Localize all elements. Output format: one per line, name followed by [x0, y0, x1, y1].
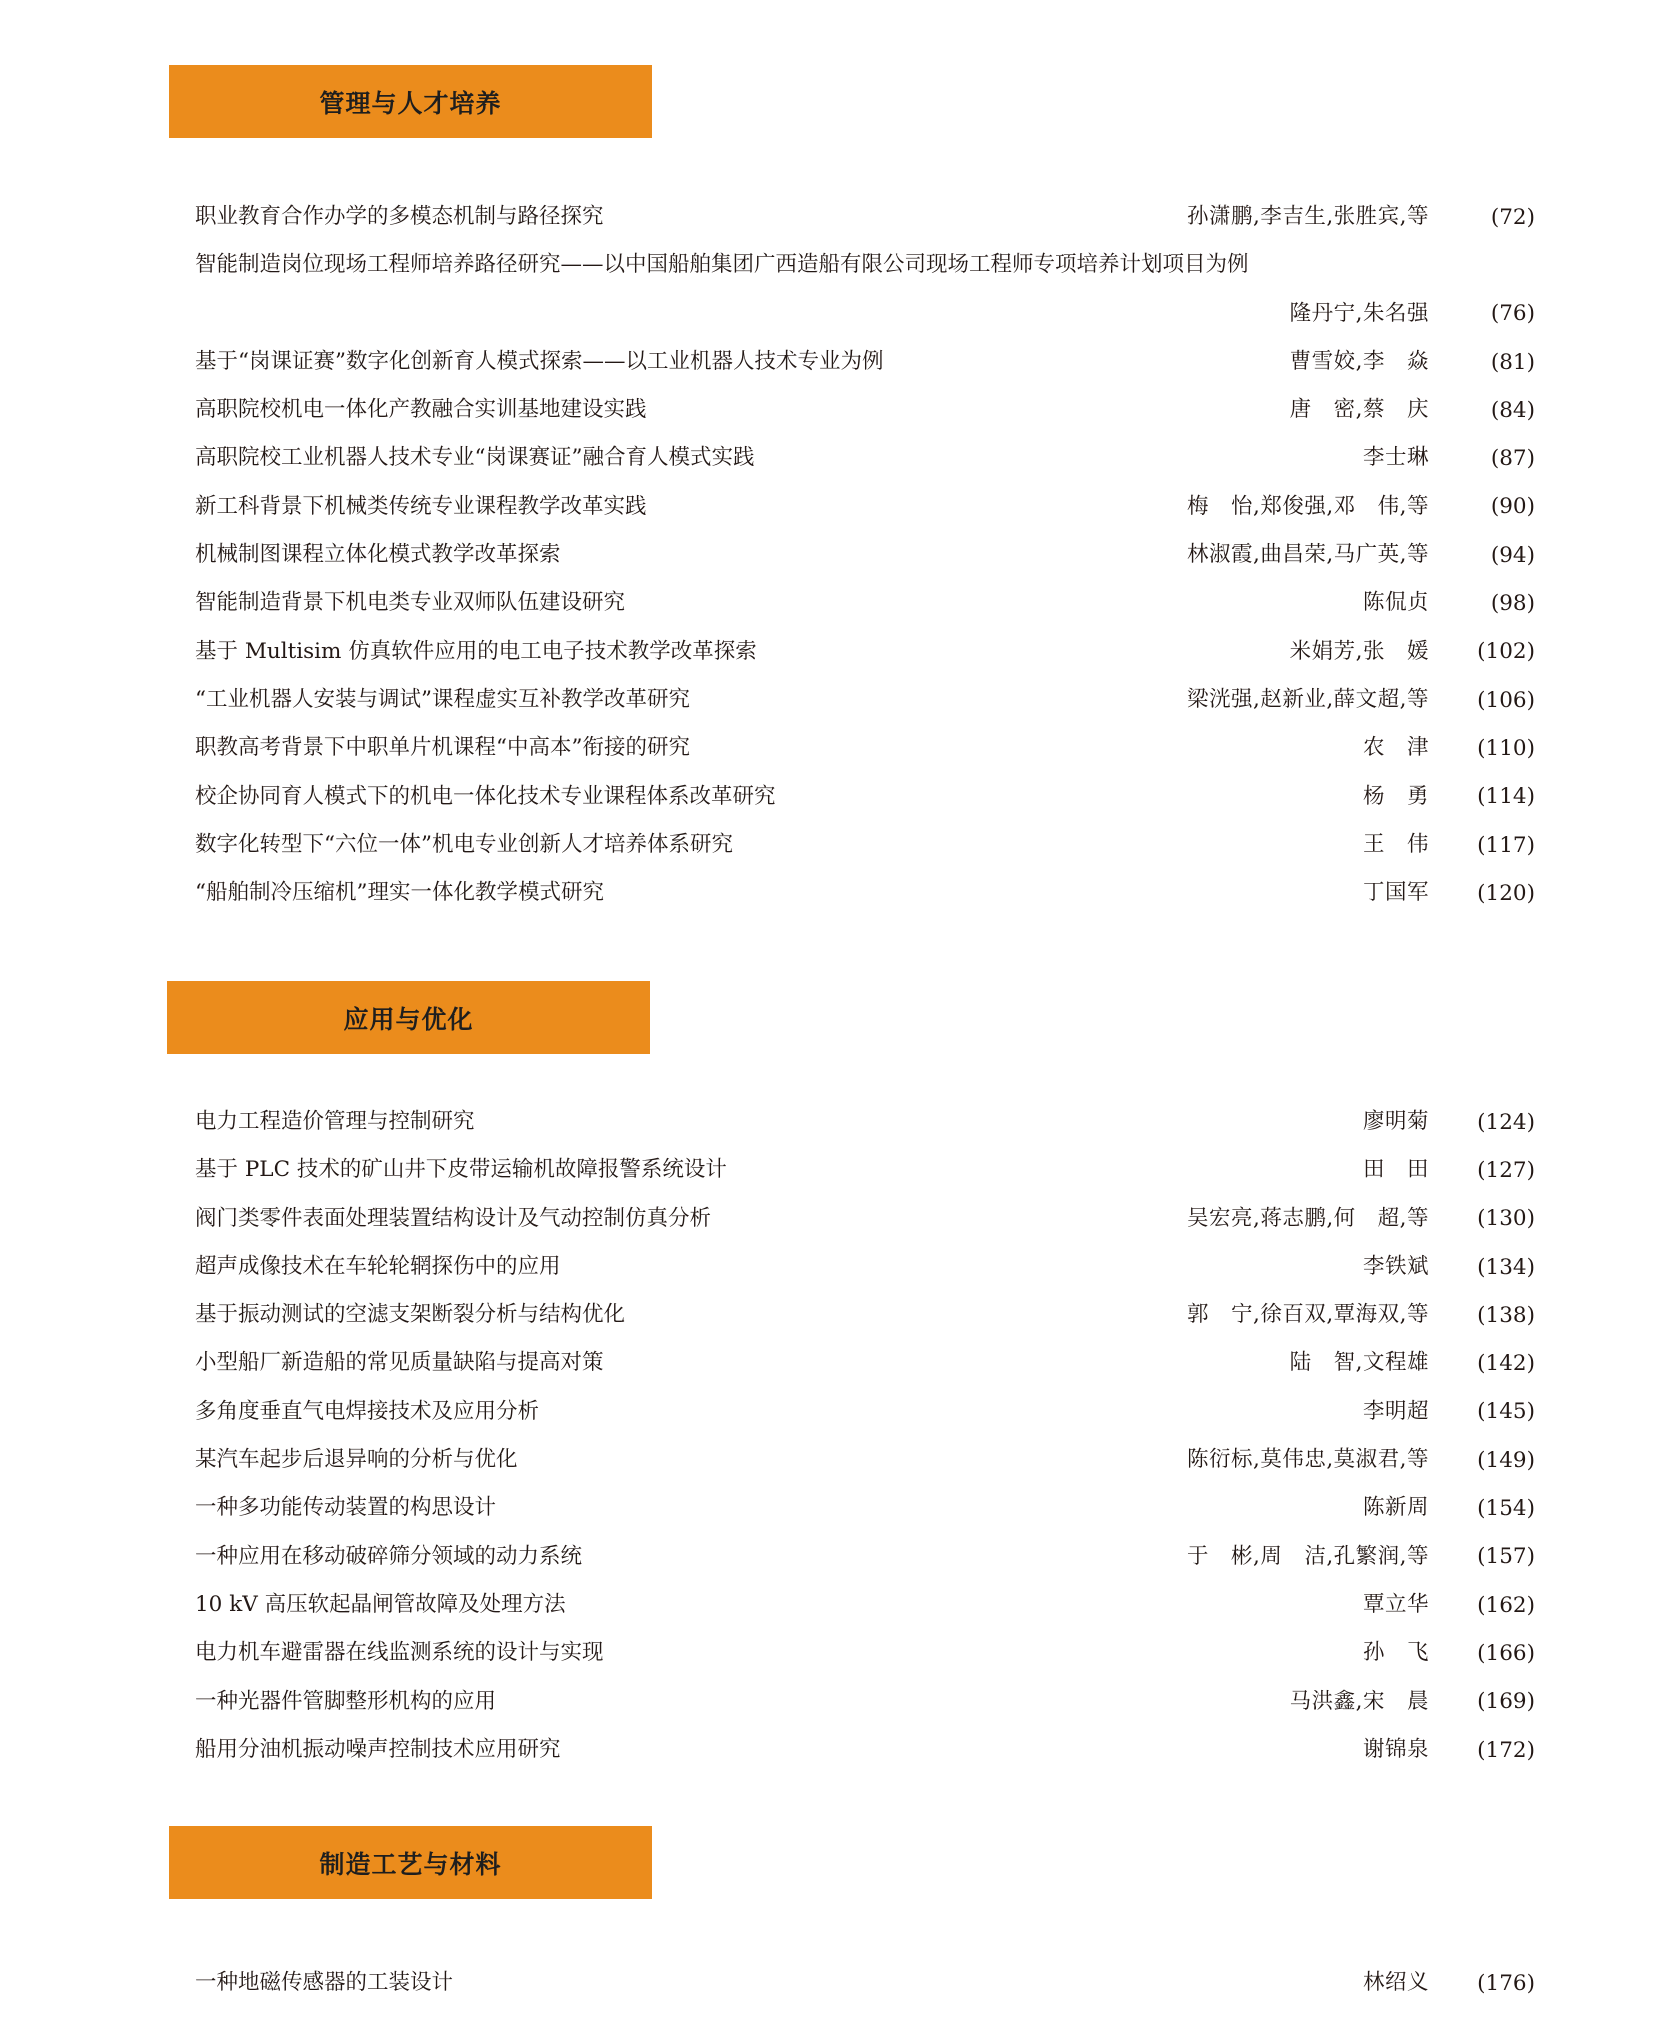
entry-author: 梅 怡,郑俊强,邓 伟,等: [1186, 493, 1429, 519]
entry-page: (166): [1477, 1640, 1535, 1666]
leader-dots: [479, 1115, 1359, 1129]
entry-page: (149): [1477, 1447, 1535, 1473]
toc-entry[interactable]: [195, 1726, 1535, 1774]
toc-entry[interactable]: [195, 821, 1535, 869]
entry-author: 李明超: [1362, 1398, 1429, 1424]
toc-entry[interactable]: [195, 1533, 1535, 1581]
entry-title: “船舶制冷压缩机”理实一体化教学模式研究: [195, 880, 604, 906]
entry-title: 一种应用在移动破碎筛分领域的动力系统: [195, 1543, 583, 1569]
toc-entry[interactable]: [195, 1388, 1535, 1436]
entry-title: 新工科背景下机械类传统专业课程教学改革实践: [195, 493, 647, 519]
section-title: 管理与人才培养: [319, 88, 502, 118]
entry-title: 某汽车起步后退异响的分析与优化: [195, 1447, 518, 1473]
entry-title: 职教高考背景下中职单片机课程“中高本”衔接的研究: [195, 735, 690, 761]
leader-dots: [694, 741, 1359, 755]
toc-entry[interactable]: [195, 773, 1535, 821]
entry-author: 丁国军: [1362, 880, 1429, 906]
toc-entry[interactable]: [195, 579, 1535, 627]
leader-dots: [608, 886, 1359, 900]
entry-title: 高职院校机电一体化产教融合实训基地建设实践: [195, 397, 647, 423]
leader-dots: [565, 1743, 1359, 1757]
leader-dots: [565, 548, 1183, 562]
toc-entry[interactable]: [195, 1243, 1535, 1291]
leader-dots: [694, 693, 1183, 707]
entry-author: 田 田: [1362, 1157, 1429, 1183]
entry-page: (102): [1477, 639, 1535, 665]
leader-dots: [570, 1598, 1359, 1612]
toc-entry[interactable]: [195, 1098, 1535, 1146]
entry-page: (162): [1477, 1592, 1535, 1618]
toc-entry[interactable]: [195, 1581, 1535, 1629]
entry-author: 陈新周: [1362, 1495, 1429, 1521]
toc-entry[interactable]: [195, 1195, 1535, 1243]
entry-title: “工业机器人安装与调试”课程虚实互补教学改革研究: [195, 686, 690, 712]
toc-entry[interactable]: [195, 483, 1535, 531]
section-header-management: [169, 65, 652, 138]
entry-title: 一种地磁传感器的工装设计: [195, 1970, 454, 1995]
toc-entry[interactable]: [195, 1959, 1535, 2007]
entry-author: 杨 勇: [1362, 783, 1429, 809]
entry-page: (172): [1477, 1737, 1535, 1763]
entry-page: (106): [1477, 687, 1535, 713]
leader-dots: [586, 1550, 1183, 1564]
entry-page: (142): [1477, 1351, 1535, 1377]
entry-author: 陈衍标,莫伟忠,莫淑君,等: [1186, 1447, 1429, 1473]
entry-page: (127): [1477, 1157, 1535, 1183]
entry-title: 智能制造岗位现场工程师培养路径研究——以中国船舶集团广西造船有限公司现场工程师专项培养计划项目为例: [195, 252, 1249, 278]
entry-author: 隆丹宁,朱名强: [1289, 300, 1429, 326]
toc-entry[interactable]: [195, 676, 1535, 724]
toc-entry[interactable]: [195, 1629, 1535, 1677]
entry-page: (117): [1477, 832, 1535, 858]
entry-title: 小型船厂新造船的常见质量缺陷与提高对策: [195, 1350, 604, 1376]
toc-entry[interactable]: [195, 386, 1535, 434]
toc-entry[interactable]: [195, 869, 1535, 917]
entry-author: 林淑霞,曲昌荣,马广英,等: [1186, 542, 1429, 568]
toc-entry[interactable]: [195, 1484, 1535, 1532]
entry-page: (134): [1477, 1254, 1535, 1280]
leader-dots: [737, 838, 1359, 852]
entry-page: (169): [1477, 1689, 1535, 1715]
entry-page: (90): [1490, 494, 1535, 520]
entry-page: (110): [1477, 735, 1535, 761]
entry-title: 多角度垂直气电焊接技术及应用分析: [195, 1398, 540, 1424]
leader-dots: [608, 1646, 1359, 1660]
entry-title: 10 kV 高压软起晶闸管故障及处理方法: [195, 1591, 566, 1617]
entry-page: (154): [1477, 1496, 1535, 1522]
entry-page: (72): [1490, 204, 1535, 230]
toc-entry[interactable]: [195, 1291, 1535, 1339]
toc-list-application: [195, 1098, 1535, 1774]
entry-author: 李铁斌: [1362, 1253, 1429, 1279]
section-title: 应用与优化: [343, 1004, 474, 1034]
entry-page: (120): [1477, 880, 1535, 906]
entry-author: 覃立华: [1362, 1591, 1429, 1617]
toc-list-manufacturing: [195, 1959, 1535, 2007]
entry-page: (76): [1490, 300, 1535, 326]
entry-title: 职业教育合作办学的多模态机制与路径探究: [195, 204, 604, 229]
entry-author: 谢锦泉: [1362, 1736, 1429, 1762]
section-title: 制造工艺与材料: [319, 1849, 502, 1879]
leader-dots: [715, 1212, 1183, 1226]
entry-page: (114): [1477, 784, 1535, 810]
leader-dots: [500, 1695, 1286, 1709]
entry-author: 唐 密,蔡 庆: [1289, 397, 1429, 423]
leader-dots: [651, 403, 1286, 417]
entry-title: 基于“岗课证赛”数字化创新育人模式探索——以工业机器人技术专业为例: [195, 348, 884, 374]
entry-title: 电力机车避雷器在线监测系统的设计与实现: [195, 1640, 604, 1666]
toc-entry[interactable]: [195, 241, 1535, 338]
leader-dots: [457, 1976, 1359, 1990]
entry-page: (124): [1477, 1109, 1535, 1135]
entry-title: 数字化转型下“六位一体”机电专业创新人才培养体系研究: [195, 831, 733, 857]
entry-author: 李士琳: [1362, 445, 1429, 471]
entry-page: (138): [1477, 1302, 1535, 1328]
entry-page: (130): [1477, 1206, 1535, 1232]
leader-dots: [629, 597, 1359, 611]
entry-title: 基于 PLC 技术的矿山井下皮带运输机故障报警系统设计: [195, 1157, 727, 1183]
leader-dots: [500, 1502, 1359, 1516]
entry-author: 陆 智,文程雄: [1289, 1350, 1429, 1376]
leader-dots: [565, 1260, 1359, 1274]
entry-author: 曹雪姣,李 焱: [1289, 348, 1429, 374]
toc-entry[interactable]: [195, 434, 1535, 482]
section-header-manufacturing: [169, 1826, 652, 1899]
leader-dots: [780, 790, 1359, 804]
entry-page: (81): [1490, 349, 1535, 375]
leader-dots: [608, 210, 1183, 224]
toc-entry[interactable]: [195, 1678, 1535, 1726]
entry-title: 基于振动测试的空滤支架断裂分析与结构优化: [195, 1302, 626, 1328]
leader-dots: [629, 1308, 1183, 1322]
entry-page: (87): [1490, 446, 1535, 472]
toc-entry[interactable]: [195, 1436, 1535, 1484]
toc-entry[interactable]: [195, 193, 1535, 241]
leader-dots: [522, 1453, 1183, 1467]
leader-dots: [888, 355, 1286, 369]
toc-entry[interactable]: [195, 531, 1535, 579]
entry-title: 电力工程造价管理与控制研究: [195, 1109, 475, 1134]
entry-title: 一种光器件管脚整形机构的应用: [195, 1688, 497, 1714]
entry-page: (98): [1490, 591, 1535, 617]
entry-title: 阀门类零件表面处理装置结构设计及气动控制仿真分析: [195, 1205, 712, 1231]
leader-dots: [543, 1405, 1359, 1419]
leader-dots: [731, 1163, 1359, 1177]
entry-page: (145): [1477, 1399, 1535, 1425]
entry-title: 机械制图课程立体化模式教学改革探索: [195, 542, 561, 568]
leader-dots: [651, 500, 1183, 514]
entry-author: 陈侃贞: [1362, 590, 1429, 616]
entry-author: 孙 飞: [1362, 1640, 1429, 1666]
entry-page: (176): [1477, 1970, 1535, 1996]
entry-author: 于 彬,周 洁,孔繁润,等: [1186, 1543, 1429, 1569]
entry-author: 马洪鑫,宋 晨: [1289, 1688, 1429, 1714]
entry-author: 王 伟: [1362, 831, 1429, 857]
leader-dots: [243, 307, 1286, 321]
toc-entry[interactable]: [195, 338, 1535, 386]
entry-title: 超声成像技术在车轮轮辋探伤中的应用: [195, 1253, 561, 1279]
leader-dots: [761, 645, 1286, 659]
entry-title: 船用分油机振动噪声控制技术应用研究: [195, 1736, 561, 1762]
toc-list-management: [195, 193, 1535, 917]
entry-title: 校企协同育人模式下的机电一体化技术专业课程体系改革研究: [195, 783, 776, 809]
entry-title: 智能制造背景下机电类专业双师队伍建设研究: [195, 590, 626, 616]
entry-author: 林绍义: [1362, 1970, 1429, 1995]
entry-author: 郭 宁,徐百双,覃海双,等: [1186, 1302, 1429, 1328]
leader-dots: [608, 1357, 1286, 1371]
entry-author: 农 津: [1362, 735, 1429, 761]
leader-dots: [759, 452, 1359, 466]
entry-author: 吴宏亮,蒋志鹏,何 超,等: [1186, 1205, 1429, 1231]
section-header-application: [167, 981, 650, 1054]
entry-title: 一种多功能传动装置的构思设计: [195, 1495, 497, 1521]
entry-author: 米娟芳,张 媛: [1289, 638, 1429, 664]
entry-author: 孙潇鹏,李吉生,张胜宾,等: [1186, 204, 1429, 229]
toc-entry[interactable]: [195, 1146, 1535, 1194]
entry-title: 高职院校工业机器人技术专业“岗课赛证”融合育人模式实践: [195, 445, 755, 471]
entry-title: 基于 Multisim 仿真软件应用的电工电子技术教学改革探索: [195, 638, 757, 664]
entry-author: 梁洸强,赵新业,薛文超,等: [1186, 686, 1429, 712]
toc-entry[interactable]: [195, 1339, 1535, 1387]
entry-author: 廖明菊: [1362, 1109, 1429, 1134]
entry-page: (157): [1477, 1544, 1535, 1570]
entry-page: (94): [1490, 542, 1535, 568]
entry-page: (84): [1490, 397, 1535, 423]
toc-entry[interactable]: [195, 724, 1535, 772]
toc-entry[interactable]: [195, 628, 1535, 676]
